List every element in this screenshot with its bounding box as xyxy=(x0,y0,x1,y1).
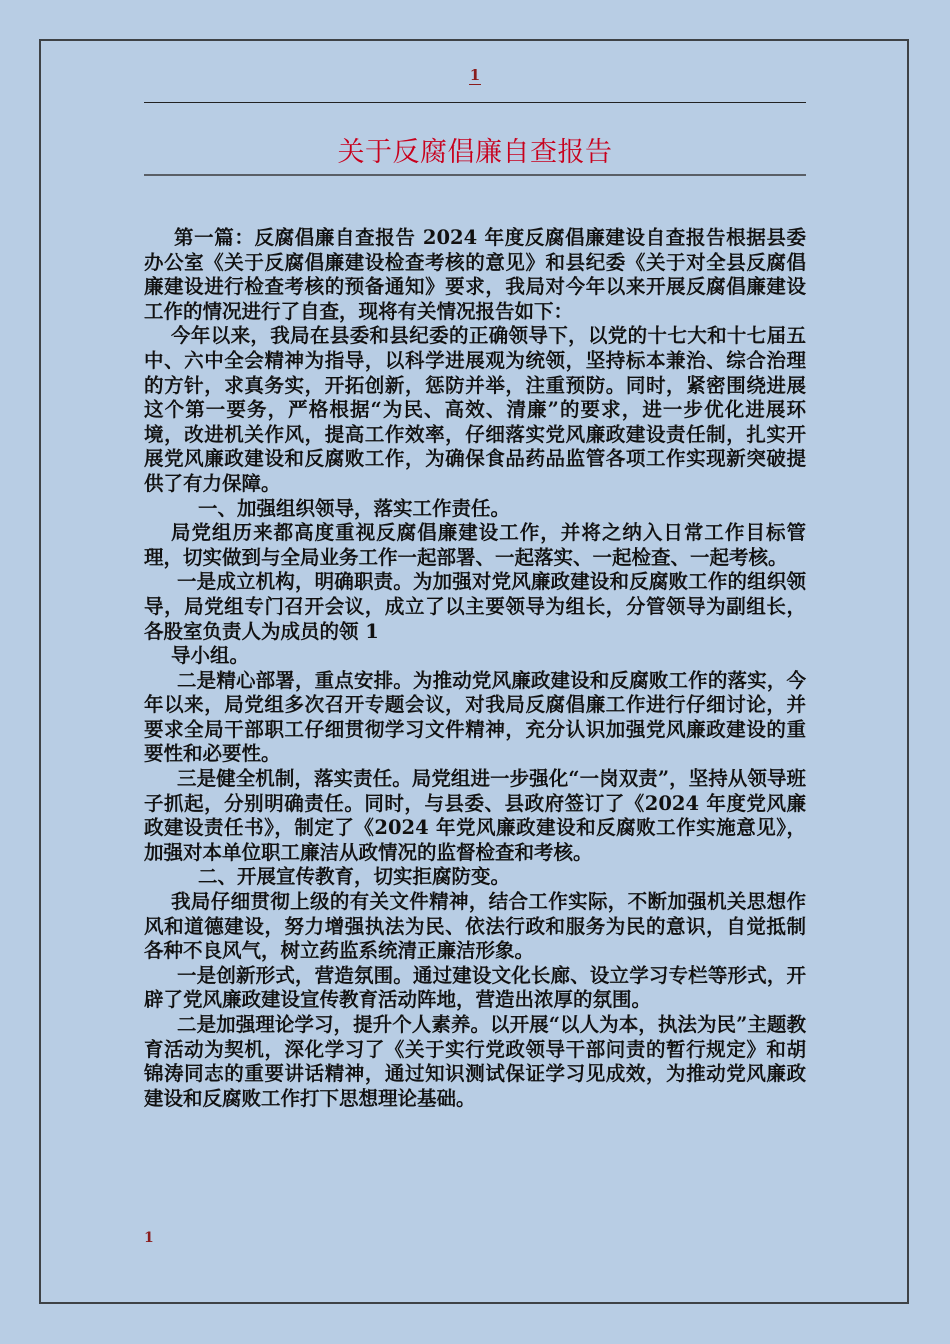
document-body xyxy=(144,226,806,1111)
paragraph-overview: 今年以来，我局在县委和县纪委的正确领导下，以党的十七大和十七届五中、六中全会精神为指导，以科学进展观为统领，坚持标本兼治、综合治理的方针，求真务实，开拓创新，惩防并举，注重预防。同时，紧密围绕进展这个第一要务，严格根据“为民、高效、清廉”的要求，进一步优化进展环境，改进机关作风，提高工作效率，仔细落实党风廉政建设责任制，扎实开展党风廉政建设和反腐败工作，为确保食品药品监管各项工作实现新突破提供了有力保障。 xyxy=(144,324,806,495)
header-divider xyxy=(144,102,806,103)
title-divider xyxy=(144,174,806,176)
paragraph: 我局仔细贯彻上级的有关文件精神，结合工作实际，不断加强机关思想作风和道德建设，努力增强执法为民、依法行政和服务为民的意识，自觉抵制各种不良风气，树立药监系统清正廉洁形象。 xyxy=(144,890,806,963)
paragraph: 二是精心部署，重点安排。为推动党风廉政建设和反腐败工作的落实，今年以来，局党组多次召开专题会议，对我局反腐倡廉工作进行仔细讨论，并要求全局干部职工仔细贯彻学习文件精神，充分认识加强党风廉政建设的重要性和必要性。 xyxy=(144,668,806,766)
paragraph: 二是加强理论学习，提升个人素养。以开展“以人为本，执法为民”主题教育活动为契机，深化学习了《关于实行党政领导干部问责的暂行规定》和胡锦涛同志的重要讲话精神，通过知识测试保证学习见成效，为推动党风廉政建设和反腐败工作打下思想理论基础。 xyxy=(144,1013,806,1110)
header-page-number xyxy=(0,66,950,84)
header-page-number-text: 1 xyxy=(469,66,481,84)
section-heading-1: 一、加强组织领导，落实工作责任。 xyxy=(198,496,511,520)
paragraph-intro: 第一篇：反腐倡廉自查报告 2024 年度反腐倡廉建设自查报告根据县委办公室《关于反腐倡廉建设检查考核的意见》和县纪委《关于对全县反腐倡廉建设进行检查考核的预备通知》要求，我局对今年以来开展反腐倡廉建设工作的情况进行了自查，现将有关情况报告如下： xyxy=(144,226,806,323)
paragraph: 一是成立机构，明确职责。为加强对党风廉政建设和反腐败工作的组织领导，局党组专门召开会议，成立了以主要领导为组长，分管领导为副组长，各股室负责人为成员的领 1 xyxy=(144,570,806,643)
paragraph: 局党组历来都高度重视反腐倡廉建设工作，并将之纳入日常工作目标管理，切实做到与全局业务工作一起部署、一起落实、一起检查、一起考核。 xyxy=(144,521,806,569)
document-title: 关于反腐倡廉自查报告 xyxy=(337,137,613,168)
section-heading-2: 二、开展宣传教育，切实拒腐防变。 xyxy=(198,865,511,889)
footer-page-number: 1 xyxy=(144,1230,154,1246)
paragraph: 三是健全机制，落实责任。局党组进一步强化“一岗双责”，坚持从领导班子抓起，分别明确责任。同时，与县委、县政府签订了《2024 年度党风廉政建设责任书》，制定了《2024 年党风廉政建设和反腐败工作实施意见》，加强对本单位职工廉洁从政情况的监督检查和考核。 xyxy=(144,767,806,864)
paragraph-continuation: 导小组。 xyxy=(171,644,250,668)
paragraph: 一是创新形式，营造氛围。通过建设文化长廊、设立学习专栏等形式，开辟了党风廉政建设宣传教育活动阵地，营造出浓厚的氛围。 xyxy=(144,963,806,1012)
